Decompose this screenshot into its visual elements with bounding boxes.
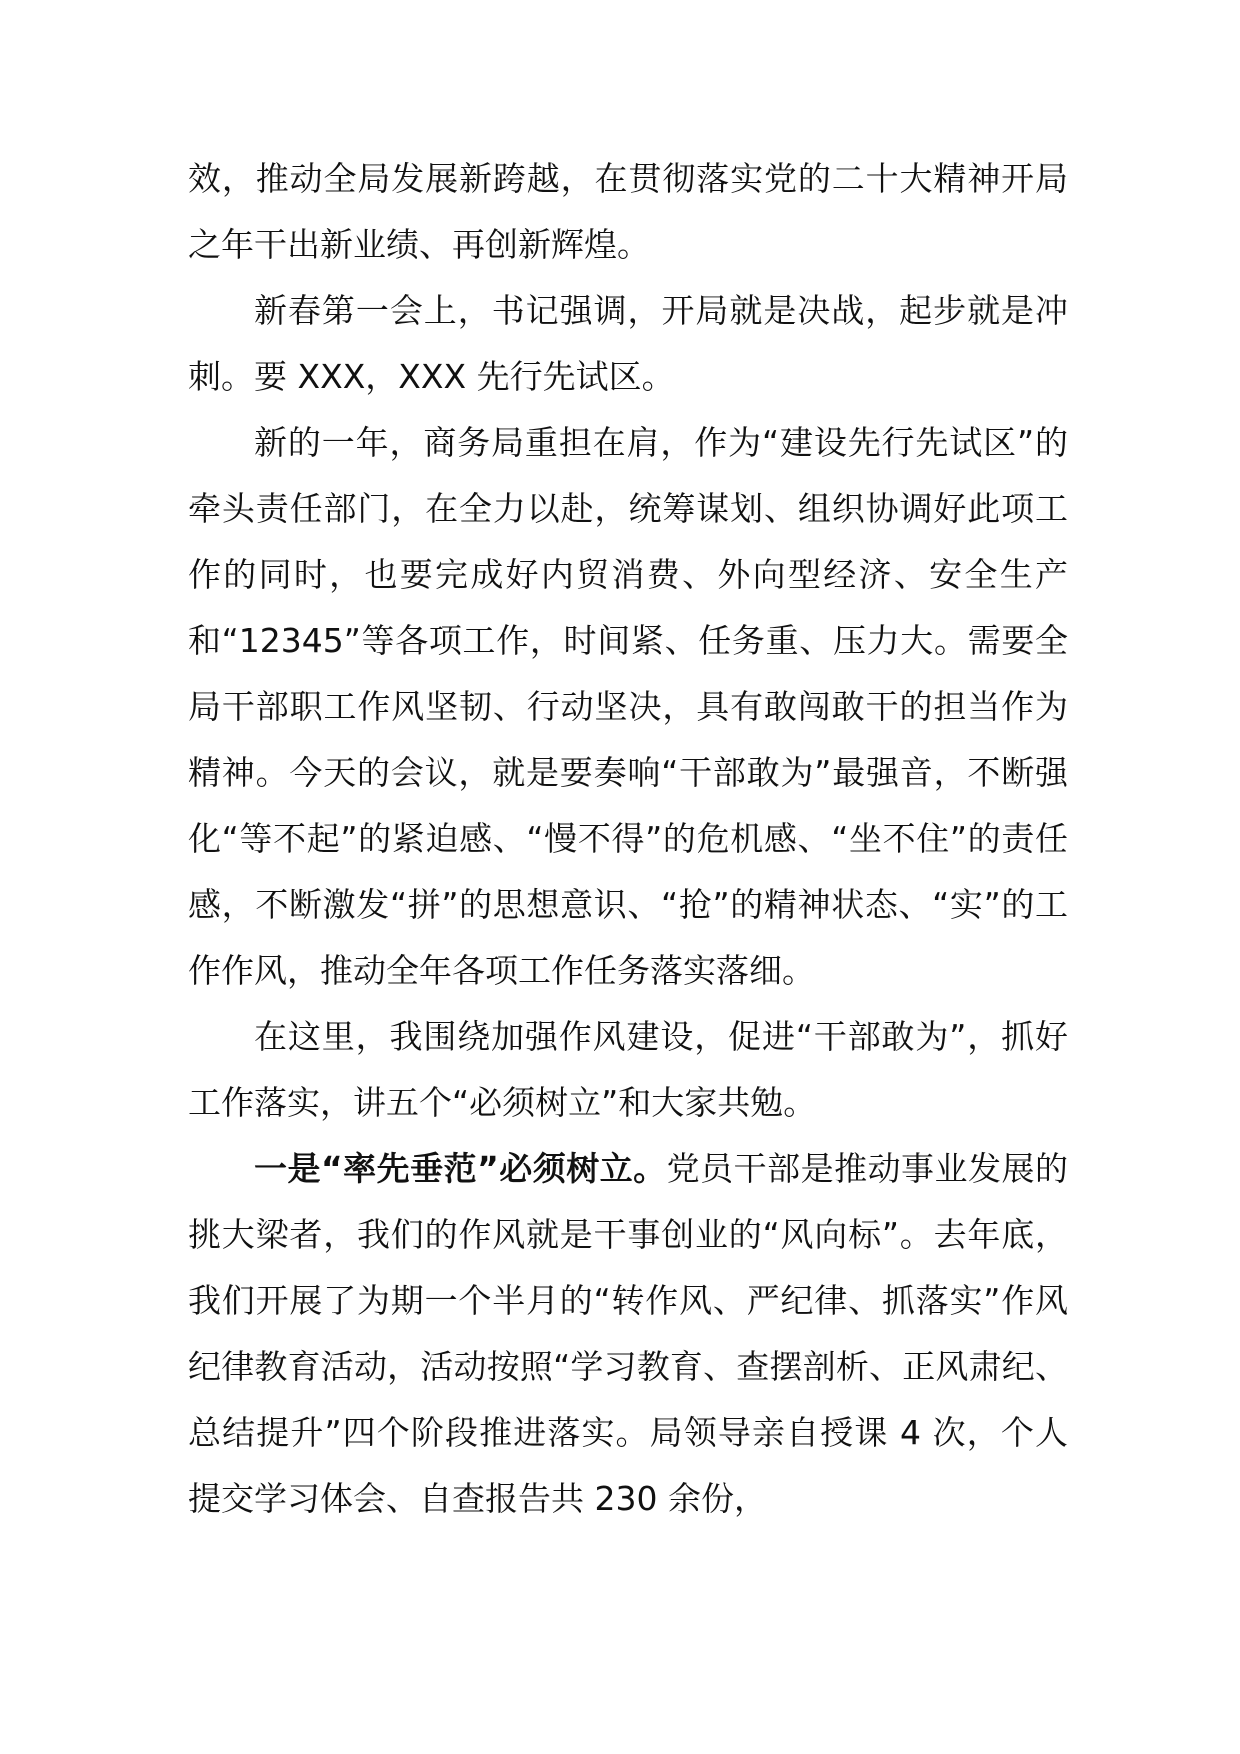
paragraph-text: 在这里，我围绕加强作风建设，促进“干部敢为”，抓好工作落实，讲五个“必须树立”和大家共勉。 [188, 1017, 1068, 1122]
paragraph-commerce-bureau [188, 410, 1068, 1004]
paragraph-text: 新的一年，商务局重担在肩，作为“建设先行先试区”的牵头责任部门，在全力以赴，统筹谋划、组织协调好此项工作的同时，也要完成好内贸消费、外向型经济、安全生产和“12345”等各项工作，时间紧、任务重、压力大。需要全局干部职工作风坚韧、行动坚决，具有敢闯敢干的担当作为精神。今天的会议，就是要奏响“干部敢为”最强音，不断强化“等不起”的紧迫感、“慢不得”的危机感、“坐不住”的责任感，不断激发“拼”的思想意识、“抢”的精神状态、“实”的工作作风，推动全年各项工作任务落实落细。 [188, 423, 1068, 990]
paragraph-continuation [188, 146, 1068, 278]
document-body [188, 146, 1068, 1532]
paragraph-lead-by-example [188, 1136, 1068, 1532]
paragraph-text: 新春第一会上，书记强调，开局就是决战，起步就是冲刺。要 XXX，XXX 先行先试区。 [188, 291, 1068, 396]
paragraph-bold-lead: 一是“率先垂范”必须树立。 [254, 1149, 667, 1188]
paragraph-text: 效，推动全局发展新跨越，在贯彻落实党的二十大精神开局之年干出新业绩、再创新辉煌。 [188, 159, 1068, 264]
paragraph-new-year-meeting [188, 278, 1068, 410]
paragraph-five-musts-intro [188, 1004, 1068, 1136]
paragraph-text: 党员干部是推动事业发展的挑大梁者，我们的作风就是干事创业的“风向标”。去年底，我们开展了为期一个半月的“转作风、严纪律、抓落实”作风纪律教育活动，活动按照“学习教育、查摆剖析、正风肃纪、总结提升”四个阶段推进落实。局领导亲自授课 4 次，个人提交学习体会、自查报告共 230 余份， [188, 1149, 1068, 1518]
